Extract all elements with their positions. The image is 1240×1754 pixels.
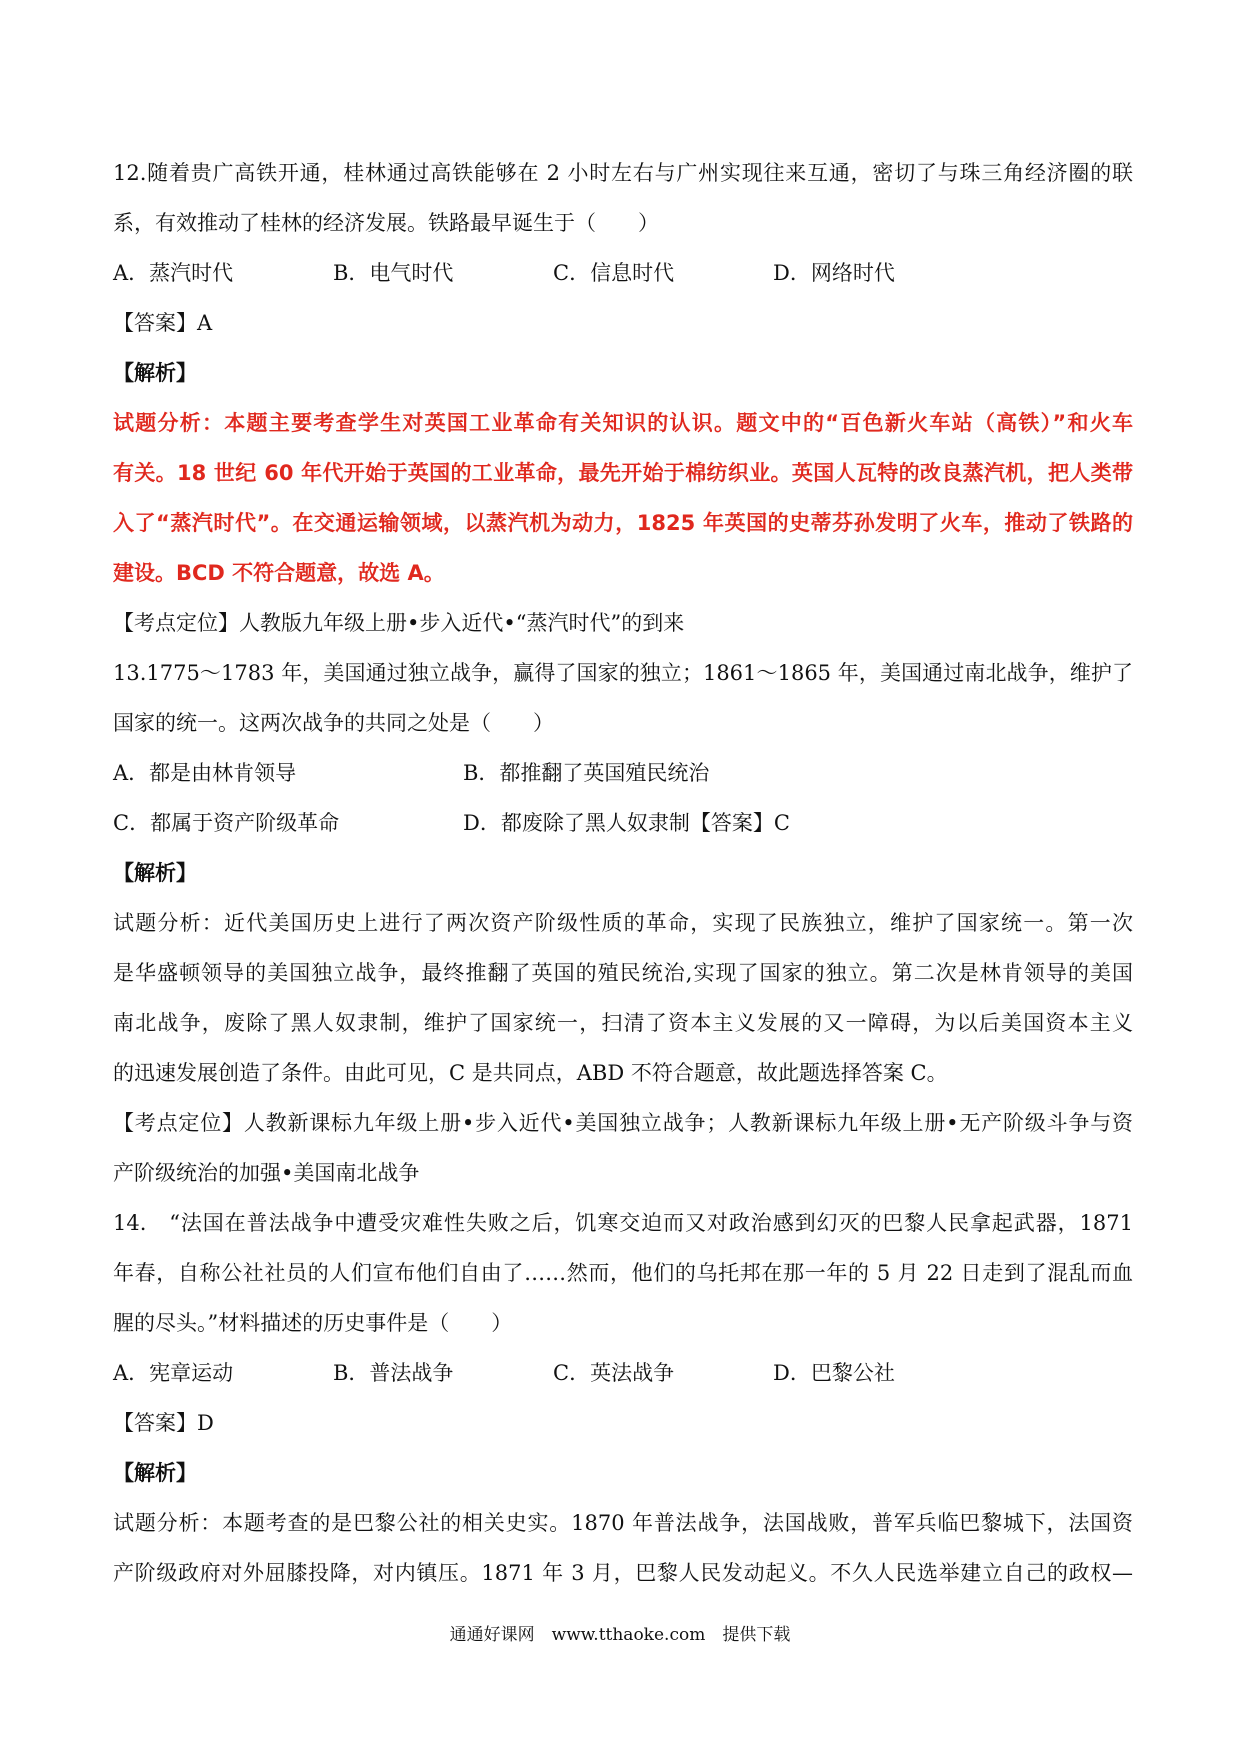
question-12-analysis-line-1: 试题分析：本题主要考查学生对英国工业革命有关知识的认识。题文中的“百色新火车站（高铁）”和火车 (113, 411, 1133, 435)
question-12-analysis-line-4: 建设。BCD 不符合题意，故选 A。 (113, 561, 445, 585)
question-13-analysis-line-2: 是华盛顿领导的美国独立战争，最终推翻了英国的殖民统治,实现了国家的独立。第二次是林肯领导的美国 (113, 961, 1133, 985)
option-b: B．电气时代 (333, 261, 454, 285)
question-14-stem-line-2: 年春，自称公社社员的人们宣布他们自由了……然而，他们的乌托邦在那一年的 5 月 22 日走到了混乱而血 (113, 1261, 1133, 1285)
question-13-analysis-heading: 【解析】 (113, 860, 197, 885)
question-14-stem-line-3: 腥的尽头。”材料描述的历史事件是（ ） (113, 1311, 513, 1335)
question-12 (113, 153, 1133, 653)
question-13-analysis-line-3: 南北战争，废除了黑人奴隶制，维护了国家统一，扫清了资本主义发展的又一障碍，为以后美国资本主义 (113, 1011, 1133, 1035)
question-14-answer: 【答案】D (113, 1411, 214, 1435)
question-14-options (113, 1353, 1133, 1403)
question-13-kaodian-line-2: 产阶级统治的加强•美国南北战争 (113, 1161, 420, 1185)
document-body (113, 153, 1133, 1603)
option-b: B．都推翻了英国殖民统治 (463, 761, 710, 785)
option-d: D．巴黎公社 (773, 1361, 895, 1385)
question-14-stem-line-1: 14. “法国在普法战争中遭受灾难性失败之后，饥寒交迫而又对政治感到幻灭的巴黎人民拿起武器，1871 (113, 1211, 1133, 1235)
question-14 (113, 1203, 1133, 1603)
question-12-options (113, 253, 1133, 303)
question-14-analysis-line-1: 试题分析：本题考查的是巴黎公社的相关史实。1870 年普法战争，法国战败，普军兵临巴黎城下，法国资 (113, 1511, 1133, 1535)
question-12-answer: 【答案】A (113, 311, 213, 335)
question-13 (113, 653, 1133, 1203)
option-d: D．网络时代 (773, 261, 895, 285)
question-12-analysis-line-3: 入了“蒸汽时代”。在交通运输领域，以蒸汽机为动力，1825 年英国的史蒂芬孙发明了火车，推动了铁路的 (113, 511, 1133, 535)
option-c: C．信息时代 (553, 261, 675, 285)
option-c: C．英法战争 (553, 1361, 675, 1385)
page-footer: 通通好课网 www.tthaoke.com 提供下载 (449, 1625, 791, 1645)
question-14-analysis-line-2: 产阶级政府对外屈膝投降，对内镇压。1871 年 3 月，巴黎人民发动起义。不久人民选举建立自己的政权— (113, 1561, 1133, 1585)
option-a: A．宪章运动 (113, 1361, 234, 1385)
question-13-kaodian-line-1: 【考点定位】人教新课标九年级上册•步入近代•美国独立战争；人教新课标九年级上册•无产阶级斗争与资 (113, 1111, 1133, 1135)
question-12-analysis-heading: 【解析】 (113, 360, 197, 385)
question-13-options-row-1 (113, 753, 1133, 803)
question-13-stem-line-1: 13.1775～1783 年，美国通过独立战争，赢得了国家的独立；1861～1865 年，美国通过南北战争，维护了 (113, 661, 1133, 685)
question-12-kaodian: 【考点定位】人教版九年级上册•步入近代•“蒸汽时代”的到来 (113, 611, 685, 635)
question-12-stem-line-2: 系，有效推动了桂林的经济发展。铁路最早诞生于（ ） (113, 211, 659, 235)
question-13-analysis-line-1: 试题分析：近代美国历史上进行了两次资产阶级性质的革命，实现了民族独立，维护了国家统一。第一次 (113, 911, 1133, 935)
option-d-with-answer: D．都废除了黑人奴隶制【答案】C (463, 811, 790, 835)
option-a: A．蒸汽时代 (113, 261, 234, 285)
option-b: B．普法战争 (333, 1361, 454, 1385)
question-13-stem-line-2: 国家的统一。这两次战争的共同之处是（ ） (113, 711, 554, 735)
option-a: A．都是由林肯领导 (113, 761, 297, 785)
option-c: C．都属于资产阶级革命 (113, 811, 340, 835)
question-13-analysis-line-4: 的迅速发展创造了条件。由此可见，C 是共同点，ABD 不符合题意，故此题选择答案 C。 (113, 1061, 948, 1085)
question-12-stem-line-1: 12.随着贵广高铁开通，桂林通过高铁能够在 2 小时左右与广州实现往来互通，密切了与珠三角经济圈的联 (113, 161, 1133, 185)
question-12-analysis-line-2: 有关。18 世纪 60 年代开始于英国的工业革命，最先开始于棉纺织业。英国人瓦特的改良蒸汽机，把人类带 (113, 461, 1133, 485)
question-14-analysis-heading: 【解析】 (113, 1460, 197, 1485)
question-13-options-row-2 (113, 803, 1133, 853)
